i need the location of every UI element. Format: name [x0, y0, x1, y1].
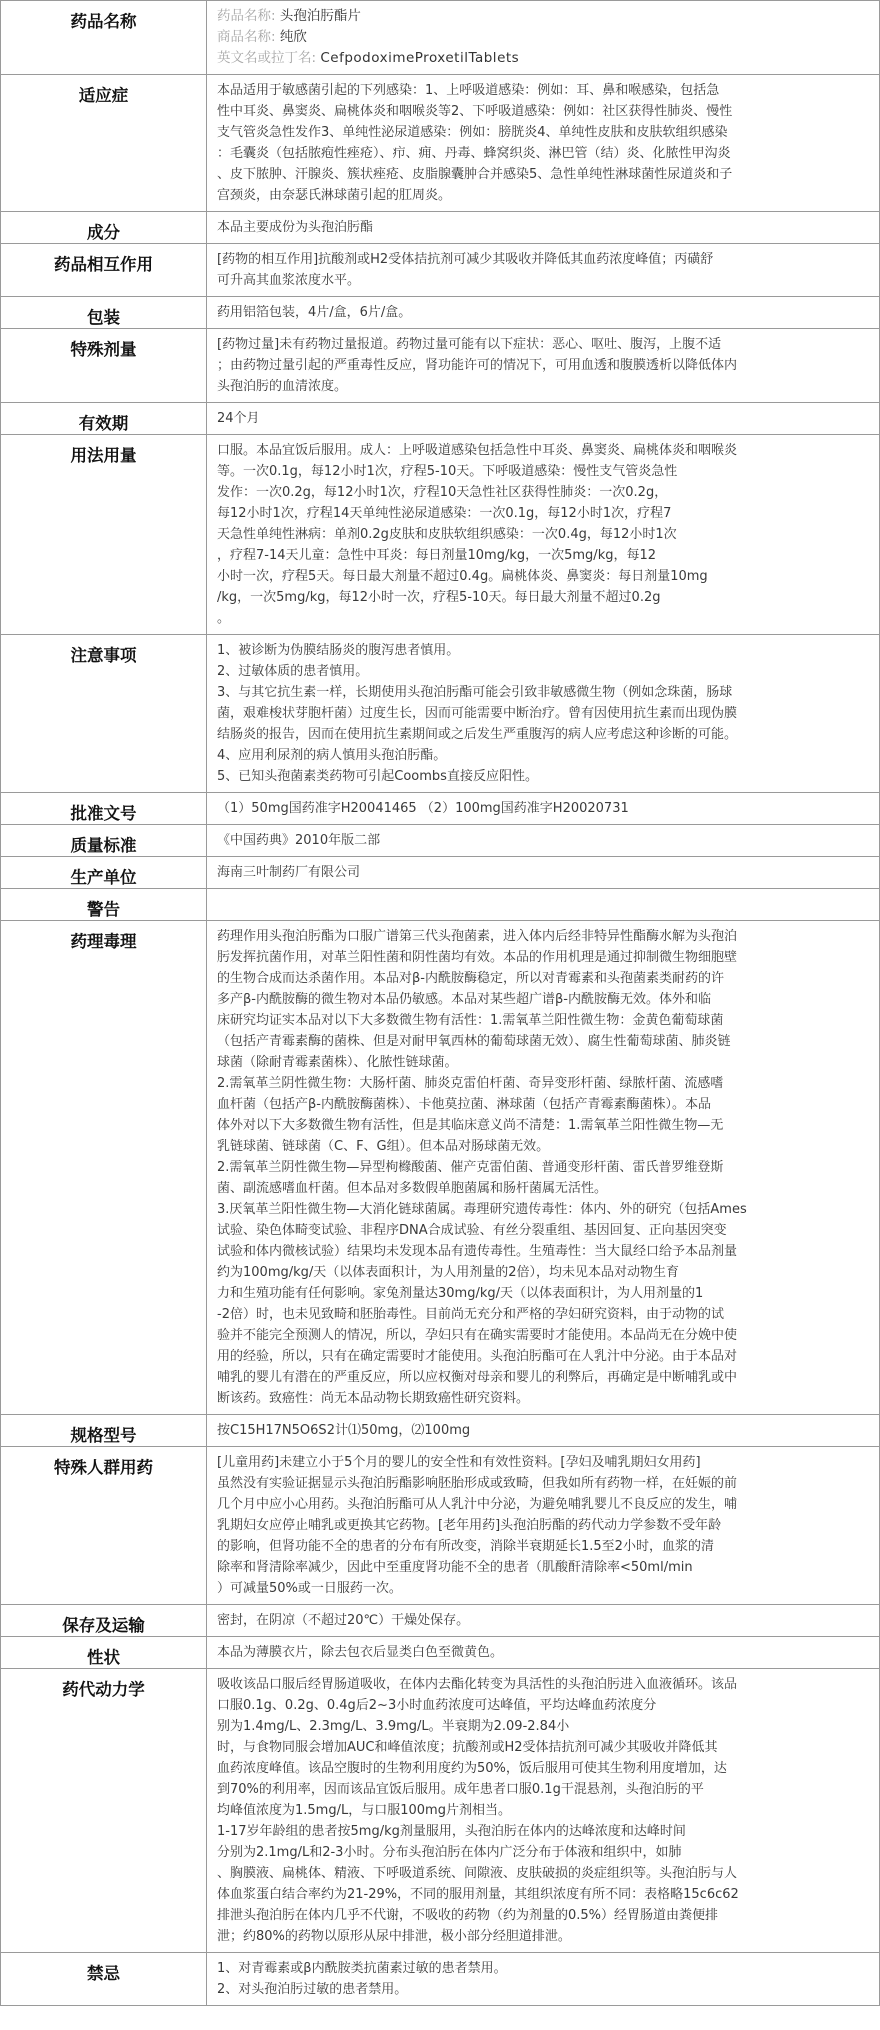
text-line: 药理作用头孢泊肟酯为口服广谱第三代头孢菌素，进入体内后经非特异性酯酶水解为头孢泊	[217, 929, 738, 944]
text-line: [药物的相互作用]抗酸剂或H2受体拮抗剂可减少其吸收并降低其血药浓度峰值；丙磺舒	[217, 252, 714, 267]
text-line: 肟发挥抗菌作用，对革兰阳性菌和阴性菌均有效。本品的作用机理是通过抑制微生物细胞壁	[217, 950, 738, 965]
table-row	[1, 1, 880, 75]
text-line: 发作：一次0.2g，每12小时1次，疗程10天急性社区获得性肺炎：一次0.2g，	[217, 485, 668, 500]
text-line: 球菌（除耐青霉素菌株）、化脓性链球菌。	[217, 1055, 458, 1070]
row-label: 警告	[1, 889, 207, 921]
row-label: 性状	[1, 1637, 207, 1669]
table-row	[1, 793, 880, 825]
row-value	[207, 212, 880, 244]
text-line: 1-17岁年龄组的患者按5mg/kg剂量服用，头孢泊肟在体内的达峰浓度和达峰时间	[217, 1824, 686, 1839]
text-line: -2倍）时，也未见致畸和胚胎毒性。目前尚无充分和严格的孕妇研究资料，由于动物的试	[217, 1307, 724, 1322]
text-line: 2、过敏体质的患者慎用。	[217, 664, 369, 679]
text-line: 性中耳炎、鼻窦炎、扁桃体炎和咽喉炎等2、下呼吸道感染：例如：社区获得性肺炎、慢性	[217, 104, 733, 119]
table-row	[1, 244, 880, 297]
text-line: 断该药。致癌性：尚无本品动物长期致癌性研究资料。	[217, 1391, 530, 1406]
text-line: 的生物合成而达杀菌作用。本品对β-内酰胺酶稳定，所以对青霉素和头孢菌素类耐药的许	[217, 971, 724, 986]
row-value	[207, 825, 880, 857]
row-label: 成分	[1, 212, 207, 244]
text-line: 2.需氧革兰阴性微生物：大肠杆菌、肺炎克雷伯杆菌、奇异变形杆菌、绿脓杆菌、流感嗜	[217, 1076, 724, 1091]
text-line: 均峰值浓度为1.5mg/L，与口服100mg片剂相当。	[217, 1803, 511, 1818]
row-value	[207, 297, 880, 329]
table-row	[1, 635, 880, 793]
text-line: 血杆菌（包括产β-内酰胺酶菌株）、卡他莫拉菌、淋球菌（包括产青霉素酶菌株）。本品	[217, 1097, 711, 1112]
english-name-key: 英文名或拉丁名:	[217, 50, 317, 66]
english-name-line	[217, 48, 869, 69]
row-value	[207, 1605, 880, 1637]
table-row	[1, 857, 880, 889]
text-line: 口服。本品宜饭后服用。成人：上呼吸道感染包括急性中耳炎、鼻窦炎、扁桃体炎和咽喉炎	[217, 443, 738, 458]
text-line: 每12小时1次，疗程14天单纯性泌尿道感染：一次0.1g，每12小时1次，疗程7	[217, 506, 672, 521]
row-value	[207, 329, 880, 403]
text-line: 可升高其血浆浓度水平。	[217, 273, 361, 288]
row-value	[207, 1, 880, 75]
text-line: /kg，一次5mg/kg，每12小时一次，疗程5-10天。每日最大剂量不超过0.2g	[217, 590, 661, 605]
text-line: 力和生殖功能有任何影响。家兔剂量达30mg/kg/天（以体表面积计，为人用剂量的1	[217, 1286, 704, 1301]
text-line: 乳期妇女应停止哺乳或更换其它药物。[老年用药]头孢泊肟酯的药代动力学参数不受年龄	[217, 1518, 722, 1533]
text-line: ：毛囊炎（包括脓疱性痤疮）、疖、痈、丹毒、蜂窝织炎、淋巴管（结）炎、化脓性甲沟炎	[217, 146, 731, 161]
text-line: 别为1.4mg/L、2.3mg/L、3.9mg/L。半衰期为2.09-2.84小	[217, 1719, 570, 1734]
text-line: 头孢泊肟的血清浓度。	[217, 379, 348, 394]
text-line: ）可减量50%或一日服药一次。	[217, 1581, 402, 1596]
text-line: 3.厌氧革兰阳性微生物—大消化链球菌属。毒理研究遗传毒性：体内、外的研究（包括Ames	[217, 1202, 747, 1217]
row-value	[207, 403, 880, 435]
row-label: 批准文号	[1, 793, 207, 825]
row-value	[207, 244, 880, 297]
text-line: 1、对青霉素或β内酰胺类抗菌素过敏的患者禁用。	[217, 1961, 507, 1976]
text-line: 排泄头孢泊肟在体内几乎不代谢，不吸收的药物（约为剂量的0.5%）经胃肠道由粪便排	[217, 1908, 719, 1923]
row-value	[207, 635, 880, 793]
row-label: 包装	[1, 297, 207, 329]
table-row	[1, 1447, 880, 1605]
text-line: 乳链球菌、链球菌（C、F、G组）。但本品对肠球菌无效。	[217, 1139, 550, 1154]
text-line: （包括产青霉素酶的菌株、但是对耐甲氧西林的葡萄球菌无效）、腐生性葡萄球菌、肺炎链	[217, 1034, 731, 1049]
table-row	[1, 75, 880, 212]
row-label: 药品相互作用	[1, 244, 207, 297]
text-line: 宫颈炎，由奈瑟氏淋球菌引起的肛周炎。	[217, 188, 452, 203]
row-value	[207, 75, 880, 212]
text-line: 菌、副流感嗜血杆菌。但本品对多数假单胞菌属和肠杆菌属无活性。	[217, 1181, 608, 1196]
table-row	[1, 329, 880, 403]
text-line: [儿童用药]未建立小于5个月的婴儿的安全性和有效性资料。[孕妇及哺乳期妇女用药]	[217, 1455, 701, 1470]
text-line: 2.需氧革兰阴性微生物—异型枸橼酸菌、催产克雷伯菌、普通变形杆菌、雷氏普罗维登斯	[217, 1160, 724, 1175]
text-line: 时，与食物同服会增加AUC和峰值浓度；抗酸剂或H2受体拮抗剂可减少其吸收并降低其	[217, 1740, 718, 1755]
trade-name-line	[217, 27, 869, 48]
row-value	[207, 1637, 880, 1669]
text-line: （1）50mg国药准字H20041465 （2）100mg国药准字H20020731	[217, 801, 629, 816]
text-line: 按C15H17N5O6S2计⑴50mg，⑵100mg	[217, 1423, 471, 1438]
generic-name-key: 药品名称:	[217, 8, 276, 24]
text-line: 支气管炎急性发作3、单纯性泌尿道感染：例如：膀胱炎4、单纯性皮肤和皮肤软组织感染	[217, 125, 728, 140]
text-line: 试验和体内微核试验）结果均未发现本品有遗传毒性。生殖毒性：当大鼠经口给予本品剂量	[217, 1244, 738, 1259]
text-line: 小时一次，疗程5天。每日最大剂量不超过0.4g。扁桃体炎、鼻窦炎：每日剂量10mg	[217, 569, 708, 584]
row-label: 有效期	[1, 403, 207, 435]
row-label: 注意事项	[1, 635, 207, 793]
row-label: 特殊剂量	[1, 329, 207, 403]
row-label: 生产单位	[1, 857, 207, 889]
table-row	[1, 921, 880, 1415]
text-line: 体血浆蛋白结合率约为21-29%，不同的服用剂量，其组织浓度有所不同：表格略15c6c62	[217, 1887, 739, 1902]
text-line: 4、应用利尿剂的病人慎用头孢泊肟酯。	[217, 748, 447, 763]
generic-name-line	[217, 6, 869, 27]
text-line: 血药浓度峰值。该品空腹时的生物利用度约为50%，饭后服用可使其生物利用度增加，达	[217, 1761, 727, 1776]
table-row	[1, 297, 880, 329]
text-line: 约为100mg/kg/天（以体表面积计，为人用剂量的2倍），均未见本品对动物生育	[217, 1265, 680, 1280]
table-row	[1, 212, 880, 244]
row-value	[207, 1415, 880, 1447]
row-value	[207, 889, 880, 921]
text-line: 的影响，但肾功能不全的患者的分布有所改变，消除半衰期延长1.5至2小时，血浆的清	[217, 1539, 714, 1554]
text-line: 24个月	[217, 411, 260, 426]
text-line: 、胸膜液、扁桃体、精液、下呼吸道系统、间隙液、皮肤破损的炎症组织等。头孢泊肟与人	[217, 1866, 738, 1881]
text-line: 体外对以下大多数微生物有活性，但是其临床意义尚不清楚：1.需氧革兰阳性微生物—无	[217, 1118, 724, 1133]
text-line: 到70%的利用率，因而该品宜饭后服用。成年患者口服0.1g干混悬剂，头孢泊肟的平	[217, 1782, 704, 1797]
row-label: 质量标准	[1, 825, 207, 857]
row-label: 药理毒理	[1, 921, 207, 1415]
row-label: 用法用量	[1, 435, 207, 635]
row-value	[207, 921, 880, 1415]
text-line: 本品适用于敏感菌引起的下列感染：1、上呼吸道感染：例如：耳、鼻和喉感染，包括急	[217, 83, 720, 98]
table-row	[1, 889, 880, 921]
row-value	[207, 793, 880, 825]
text-line: 2、对头孢泊肟过敏的患者禁用。	[217, 1982, 408, 1997]
table-row	[1, 1605, 880, 1637]
row-label: 药代动力学	[1, 1669, 207, 1953]
text-line: ，疗程7-14天儿童：急性中耳炎：每日剂量10mg/kg，一次5mg/kg，每12	[217, 548, 657, 563]
text-line: 几个月中应小心用药。头孢泊肟酯可从人乳汁中分泌，为避免哺乳婴儿不良反应的发生，哺	[217, 1497, 738, 1512]
row-label: 适应症	[1, 75, 207, 212]
row-value	[207, 435, 880, 635]
row-label: 规格型号	[1, 1415, 207, 1447]
english-name-value: CefpodoximeProxetilTablets	[320, 50, 520, 66]
text-line: 等。一次0.1g，每12小时1次，疗程5-10天。下呼吸道感染：慢性支气管炎急性	[217, 464, 678, 479]
table-row	[1, 403, 880, 435]
text-line: 除率和肾清除率减少，因此中至重度肾功能不全的患者（肌酸酐清除率<50ml/min	[217, 1560, 693, 1575]
row-label: 特殊人群用药	[1, 1447, 207, 1605]
row-label: 保存及运输	[1, 1605, 207, 1637]
text-line: 床研究均证实本品对以下大多数微生物有活性：1.需氧革兰阳性微生物：金黄色葡萄球菌	[217, 1013, 724, 1028]
text-line: [药物过量]未有药物过量报道。药物过量可能有以下症状：恶心、呕吐、腹泻，上腹不适	[217, 337, 722, 352]
text-line: 多产β-内酰胺酶的微生物对本品仍敏感。本品对某些超广谱β-内酰胺酶无效。体外和临	[217, 992, 711, 1007]
row-value	[207, 1669, 880, 1953]
text-line: 5、已知头孢菌素类药物可引起Coombs直接反应阳性。	[217, 769, 538, 784]
text-line: 用的经验，所以，只有在确定需要时才能使用。头孢泊肟酯可在人乳汁中分泌。由于本品对	[217, 1349, 738, 1364]
row-value	[207, 1953, 880, 2006]
table-row	[1, 1953, 880, 2006]
text-line: 海南三叶制药厂有限公司	[217, 865, 361, 880]
table-row	[1, 825, 880, 857]
row-label: 禁忌	[1, 1953, 207, 2006]
table-row	[1, 1669, 880, 1953]
table-row	[1, 1637, 880, 1669]
text-line: 药用铝箔包装，4片/盒，6片/盒。	[217, 305, 412, 320]
row-label: 药品名称	[1, 1, 207, 75]
text-line: 1、被诊断为伪膜结肠炎的腹泻患者慎用。	[217, 643, 460, 658]
text-line: 虽然没有实验证据显示头孢泊肟酯影响胚胎形成或致畸，但我如所有药物一样，在妊娠的前	[217, 1476, 738, 1491]
row-value	[207, 857, 880, 889]
text-line: 结肠炎的报告，因而在使用抗生素期间或之后发生严重腹泻的病人应考虑这种诊断的可能。	[217, 727, 738, 742]
text-line: 《中国药典》2010年版二部	[217, 833, 381, 848]
table-row	[1, 1415, 880, 1447]
text-line: 本品主要成份为头孢泊肟酯	[217, 220, 374, 235]
trade-name-value: 纯欣	[279, 29, 307, 45]
text-line: 泄；约80%的药物以原形从尿中排泄，极小部分经胆道排泄。	[217, 1929, 571, 1944]
text-line: 天急性单纯性淋病：单剂0.2g皮肤和皮肤软组织感染：一次0.4g，每12小时1次	[217, 527, 677, 542]
generic-name-value: 头孢泊肟酯片	[279, 8, 361, 24]
text-line: 密封，在阴凉（不超过20℃）干燥处保存。	[217, 1613, 470, 1628]
text-line: 口服0.1g、0.2g、0.4g后2~3小时血药浓度可达峰值，平均达峰血药浓度分	[217, 1698, 657, 1713]
text-line: 、皮下脓肿、汗腺炎、簇状痤疮、皮脂腺囊肿合并感染5、急性单纯性淋球菌性尿道炎和子	[217, 167, 733, 182]
trade-name-key: 商品名称:	[217, 29, 276, 45]
text-line: 菌，艰难梭状芽胞杆菌）过度生长，因而可能需要中断治疗。曾有因使用抗生素而出现伪膜	[217, 706, 738, 721]
text-line: 哺乳的婴儿有潜在的严重反应，所以应权衡对母亲和婴儿的利弊后，再确定是中断哺乳或中	[217, 1370, 738, 1385]
text-line: 验并不能完全预测人的情况，所以，孕妇只有在确实需要时才能使用。本品尚无在分娩中使	[217, 1328, 738, 1343]
row-value	[207, 1447, 880, 1605]
text-line: 试验、染色体畸变试验、非程序DNA合成试验、有丝分裂重组、基因回复、正向基因突变	[217, 1223, 727, 1238]
text-line: 吸收该品口服后经胃肠道吸收，在体内去酯化转变为具活性的头孢泊肟进入血液循环。该品	[217, 1677, 738, 1692]
text-line: ；由药物过量引起的严重毒性反应，肾功能许可的情况下，可用血透和腹膜透析以降低体内	[217, 358, 738, 373]
text-line: 分别为2.1mg/L和2-3小时。分布头孢泊肟在体内广泛分布于体液和组织中，如肺	[217, 1845, 682, 1860]
text-line: 本品为薄膜衣片，除去包衣后显类白色至微黄色。	[217, 1645, 504, 1660]
text-line: 3、与其它抗生素一样，长期使用头孢泊肟酯可能会引致非敏感微生物（例如念珠菌，肠球	[217, 685, 733, 700]
text-line: 。	[217, 611, 231, 626]
table-row	[1, 435, 880, 635]
